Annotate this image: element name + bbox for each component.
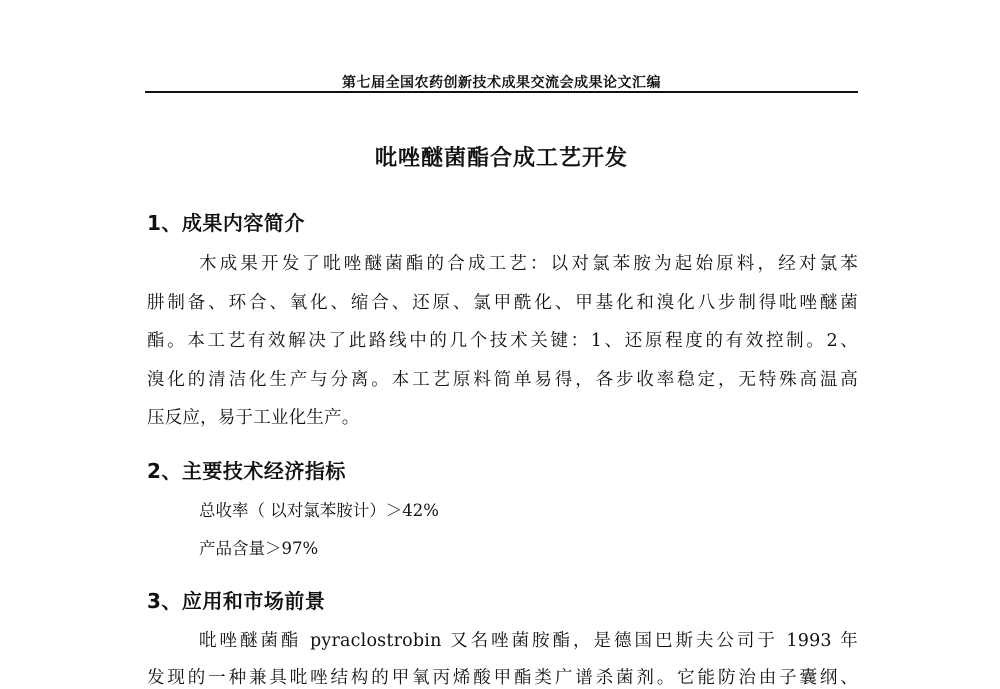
paragraph-line: 酯。本工艺有效解决了此路线中的几个技术关键：1、还原程度的有效控制。2、 [147,331,858,351]
metric-total-yield: 总收率（ 以对氯苯胺计）＞42% [199,501,439,520]
section-heading-2: 2、主要技术经济指标 [147,459,346,483]
paragraph-line: 溴化的清洁化生产与分离。本工艺原料简单易得，各步收率稳定，无特殊高温高 [147,370,858,390]
running-header: 第七届全国农药创新技术成果交流会成果论文汇编 [342,75,661,91]
paragraph-line: 吡唑醚菌酯 pyraclostrobin 又名唑菌胺酯，是德国巴斯夫公司于 1993 年 [199,631,858,651]
paragraph-line: 压反应，易于工业化生产。 [147,408,360,428]
paragraph-line: 木成果开发了吡唑醚菌酯的合成工艺：以对氯苯胺为起始原料，经对氯苯 [199,254,858,274]
metric-product-content: 产品含量＞97% [199,539,319,558]
paragraph-line: 肼制备、环合、氧化、缩合、还原、氯甲酰化、甲基化和溴化八步制得吡唑醚菌 [147,293,858,313]
section-heading-3: 3、应用和市场前景 [147,589,326,613]
paragraph-line: 发现的一种兼具吡唑结构的甲氧丙烯酸甲酯类广谱杀菌剂。它能防治由子囊纲、 [147,668,858,688]
header-rule [145,91,858,93]
page-title: 吡唑醚菌酯合成工艺开发 [374,146,628,171]
section-heading-1: 1、成果内容简介 [147,211,305,235]
